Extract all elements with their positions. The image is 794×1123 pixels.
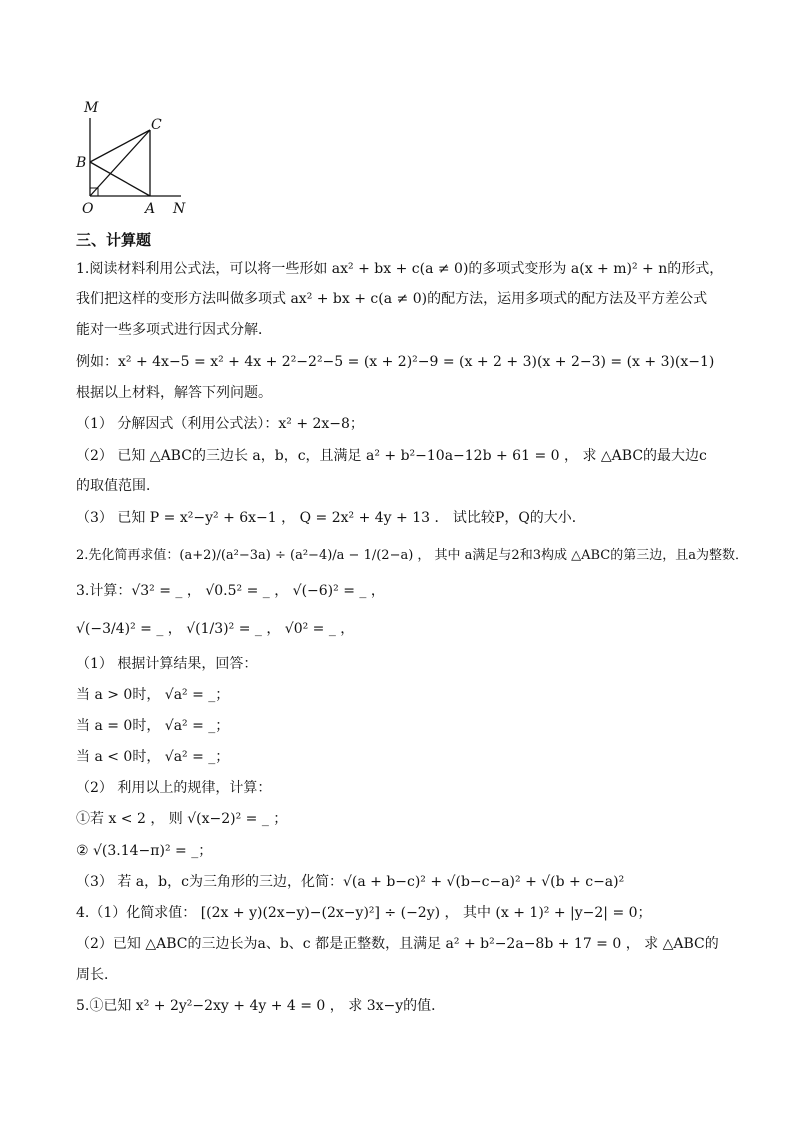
section-heading: 三、计算题 [76,231,152,249]
text-line-19: ② √(3.14−π)² = _； [76,843,213,859]
text-line-6: （1） 分解因式（利用公式法）：x² + 2x−8； [76,416,364,432]
text-line-5: 根据以上材料，解答下列问题。 [76,385,272,401]
text-line-9: （3） 已知 P = x²−y² + 6x−1 ， Q = 2x² + 4y + 13 ． 试比较P，Q的大小． [76,510,586,526]
text-line-8: 的取值范围． [76,478,160,494]
label-m: M [84,100,99,116]
text-line-11: 3.计算：√3² = _ ， √0.5² = _ ， √(−6)² = _ ， [76,583,385,599]
text-line-16: 当 a < 0时， √a² = _； [76,749,230,765]
text-line-1: 1.阅读材料利用公式法，可以将一些形如 ax² + bx + c(a ≠ 0)的多项式变形为 a(x + m)² + n的形式， [76,261,724,277]
text-line-13: （1） 根据计算结果，回答： [76,656,258,672]
text-line-7: （2） 已知 △ABC的三边长 a，b，c，且满足 a² + b²−10a−12b + 61 = 0 ， 求 △ABC的最大边c [76,448,707,464]
text-line-21: 4.（1）化简求值： [(2x + y)(2x−y)−(2x−y)²] ÷ (−2y) ， 其中 (x + 1)² + |y−2| = 0； [76,905,652,921]
text-line-12: √(−3/4)² = _ ， √(1/3)² = _ ， √0² = _ ， [76,621,355,637]
text-line-18: ①若 x < 2 ， 则 √(x−2)² = _ ； [76,811,288,827]
text-line-14: 当 a > 0时， √a² = _； [76,687,230,703]
geometry-figure [0,0,794,230]
label-n: N [173,201,186,217]
label-b: B [76,155,87,171]
text-line-24: 5.①已知 x² + 2y²−2xy + 4y + 4 = 0 ， 求 3x−y的值． [76,998,446,1014]
text-line-22: （2）已知 △ABC的三边长为a、b、c 都是正整数，且满足 a² + b²−2a−8b + 17 = 0 ， 求 △ABC的 [76,936,719,952]
segment-bc [90,130,150,162]
segment-ba [90,162,150,196]
segment-oc [90,130,150,196]
text-line-4: 例如：x² + 4x−5 = x² + 4x + 2²−2²−5 = (x + 2)²−9 = (x + 2 + 3)(x + 2−3) = (x + 3)(x−1) [76,354,715,370]
text-line-10: 2.先化简再求值：(a+2)/(a²−3a) ÷ (a²−4)/a − 1/(2−a) ， 其中 a满足与2和3构成 △ABC的第三边，且a为整数． [76,548,748,563]
label-o: O [82,201,94,217]
text-line-15: 当 a = 0时， √a² = _； [76,718,230,734]
text-line-17: （2） 利用以上的规律，计算： [76,780,272,796]
text-line-2: 我们把这样的变形方法叫做多项式 ax² + bx + c(a ≠ 0)的配方法，运用多项式的配方法及平方差公式 [76,291,708,307]
text-line-3: 能对一些多项式进行因式分解． [76,322,272,338]
text-line-20: （3） 若 a，b，c为三角形的三边，化简：√(a + b−c)² + √(b−c−a)² + √(b + c−a)² [76,874,625,890]
text-line-23: 周长． [76,967,118,983]
label-a: A [145,201,156,217]
label-c: C [151,117,162,133]
